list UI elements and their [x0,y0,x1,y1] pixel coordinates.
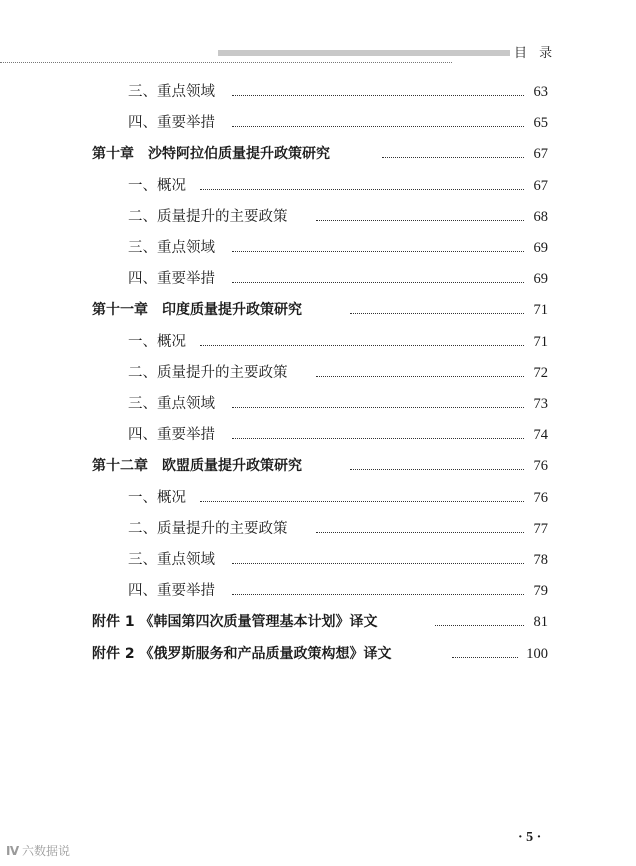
toc-entry-section [0,330,636,354]
toc-entry-page: 77 [532,517,549,541]
watermark-logo-icon: Ⅳ [6,844,19,858]
toc-entry-page: 69 [532,236,549,260]
toc-entry-page: 67 [532,142,549,166]
toc-dot-leader [452,657,518,658]
toc-entry-label: 三、重点领域 [128,392,217,416]
toc-entry-section [0,174,636,198]
toc-dot-leader [382,157,524,158]
toc-entry-page: 76 [532,486,549,510]
toc-dot-leader [316,220,524,221]
toc-entry-page: 81 [532,610,549,634]
toc-dot-leader [316,376,524,377]
toc-dot-leader [232,438,524,439]
toc-entry-label: 二、质量提升的主要政策 [128,517,290,541]
toc-dot-leader [200,189,524,190]
toc-entry-label: 第十章 沙特阿拉伯质量提升政策研究 [92,142,332,166]
toc-dot-leader [200,501,524,502]
toc-entry-section [0,548,636,572]
toc-dot-leader [232,282,524,283]
toc-entry-page: 74 [532,423,549,447]
toc-entry-chapter [0,454,636,478]
toc-entry-page: 78 [532,548,549,572]
toc-entry-label: 四、重要举措 [128,423,217,447]
toc-entry-section [0,236,636,260]
watermark-text: 六数据说 [22,844,71,858]
toc-entry-section [0,517,636,541]
running-header-title: 目 录 [514,46,557,61]
toc-entry-page: 67 [532,174,549,198]
toc-entry-label: 第十二章 欧盟质量提升政策研究 [92,454,304,478]
toc-dot-leader [232,407,524,408]
toc-dot-leader [350,313,524,314]
toc-entry-chapter [0,298,636,322]
header-dotted-rule [0,62,452,63]
toc-entry-label: 附件 2 《俄罗斯服务和产品质量政策构想》译文 [92,642,394,666]
toc-entry-page: 71 [532,330,549,354]
toc-entry-chapter [0,142,636,166]
page-number: · 5 · [518,830,542,845]
toc-entry-section [0,361,636,385]
toc-entry-label: 四、重要举措 [128,267,217,291]
toc-entry-page: 76 [532,454,549,478]
toc-entry-page: 65 [532,111,549,135]
toc-entry-label: 一、概况 [128,486,188,510]
toc-entry-page: 71 [532,298,549,322]
toc-dot-leader [232,95,524,96]
toc-entry-label: 一、概况 [128,330,188,354]
toc-entry-page: 69 [532,267,549,291]
toc-entry-page: 72 [532,361,549,385]
toc-entry-appendix [0,642,636,666]
toc-entry-section [0,579,636,603]
toc-entry-label: 二、质量提升的主要政策 [128,361,290,385]
toc-entry-section [0,111,636,135]
toc-entry-label: 四、重要举措 [128,111,217,135]
toc-entry-section [0,205,636,229]
toc-dot-leader [316,532,524,533]
toc-entry-label: 三、重点领域 [128,236,217,260]
toc-dot-leader [232,563,524,564]
watermark [6,842,70,859]
toc-entry-section [0,423,636,447]
toc-dot-leader [232,594,524,595]
toc-entry-label: 第十一章 印度质量提升政策研究 [92,298,304,322]
toc-entry-page: 63 [532,80,549,104]
toc-entry-label: 一、概况 [128,174,188,198]
toc-entry-page: 100 [524,642,548,666]
toc-dot-leader [232,251,524,252]
toc-entry-section [0,267,636,291]
toc-entry-label: 附件 1 《韩国第四次质量管理基本计划》译文 [92,610,380,634]
toc-entry-page: 79 [532,579,549,603]
toc-entry-label: 二、质量提升的主要政策 [128,205,290,229]
toc-entry-page: 68 [532,205,549,229]
toc-dot-leader [232,126,524,127]
toc-entry-section [0,486,636,510]
toc-entry-label: 三、重点领域 [128,80,217,104]
toc-entry-page: 73 [532,392,549,416]
toc-dot-leader [435,625,524,626]
toc-dot-leader [200,345,524,346]
toc-entry-appendix [0,610,636,634]
toc-entry-label: 三、重点领域 [128,548,217,572]
toc-entry-label: 四、重要举措 [128,579,217,603]
toc-entry-section [0,80,636,104]
toc-entry-section [0,392,636,416]
header-rule [218,50,510,56]
toc-dot-leader [350,469,524,470]
